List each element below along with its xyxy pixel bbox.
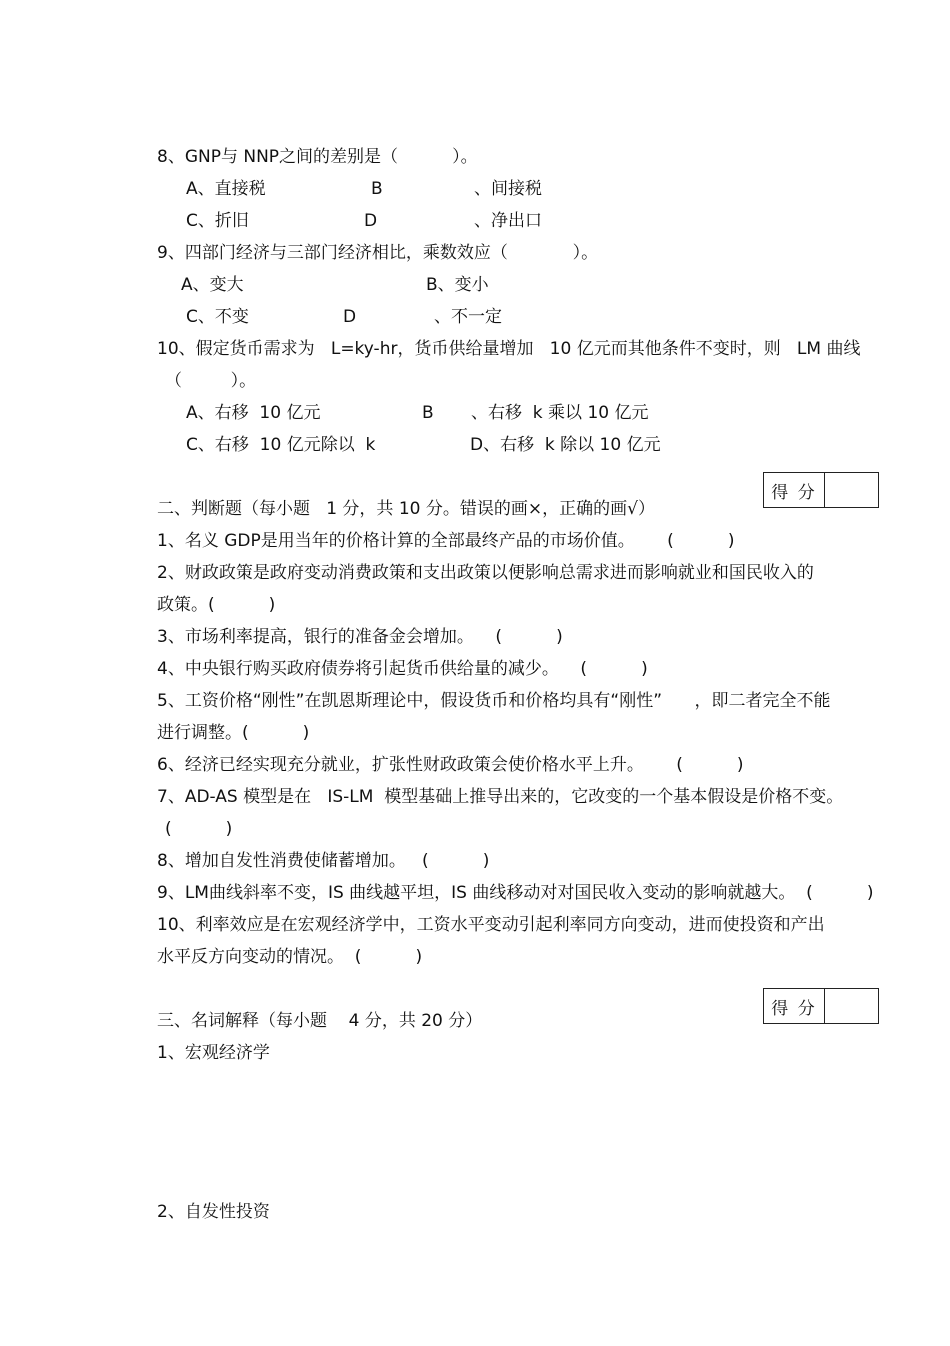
section3-score-box <box>763 988 879 1024</box>
judge-item: ( ) <box>165 819 233 839</box>
q8-stem: 8、GNP与 NNP之间的差别是（ ）。 <box>157 147 478 167</box>
q8-option-b: B <box>371 179 383 199</box>
judge-item: 6、经济已经实现充分就业，扩张性财政政策会使价格水平上升。 ( ) <box>157 755 744 775</box>
term-item: 2、自发性投资 <box>157 1202 270 1222</box>
section2-title: 二、判断题（每小题 1 分，共 10 分。错误的画×，正确的画√） <box>157 499 655 519</box>
judge-item: 进行调整。( ) <box>157 723 310 743</box>
term-item: 1、宏观经济学 <box>157 1043 270 1063</box>
judge-item: 5、工资价格“刚性”在凯恩斯理论中，假设货币和价格均具有“刚性” ，即二者完全不能 <box>157 691 831 711</box>
judge-item: 7、AD-AS 模型是在 IS-LM 模型基础上推导出来的，它改变的一个基本假设是价格不变。 <box>157 787 844 807</box>
q8-option-b-text: 、间接税 <box>474 179 542 199</box>
section2-score-box <box>763 472 879 508</box>
q9-option-c: C、不变 <box>186 307 249 327</box>
section3-score-label: 得 分 <box>764 989 825 1023</box>
q10-option-a: A、右移 10 亿元 <box>186 403 321 423</box>
section3-title: 三、名词解释（每小题 4 分，共 20 分） <box>157 1011 483 1031</box>
q10-stem-line2: （ ）。 <box>165 371 257 391</box>
judge-item: 8、增加自发性消费使储蓄增加。 ( ) <box>157 851 490 871</box>
q10-option-c: C、右移 10 亿元除以 k <box>186 435 376 455</box>
judge-item: 2、财政政策是政府变动消费政策和支出政策以便影响总需求进而影响就业和国民收入的 <box>157 563 814 583</box>
judge-item: 政策。( ) <box>157 595 276 615</box>
q10-stem-line1: 10、假定货币需求为 L=ky-hr，货币供给量增加 10 亿元而其他条件不变时，则 LM 曲线 <box>157 339 861 359</box>
q9-option-d: D <box>343 307 357 327</box>
q8-option-a: A、直接税 <box>186 179 266 199</box>
q9-option-b: B、变小 <box>426 275 489 295</box>
judge-item: 水平反方向变动的情况。 ( ) <box>157 947 423 967</box>
judge-item: 3、市场利率提高，银行的准备金会增加。 ( ) <box>157 627 563 647</box>
q10-option-d: D、右移 k 除以 10 亿元 <box>470 435 661 455</box>
judge-item: 1、名义 GDP是用当年的价格计算的全部最终产品的市场价值。 ( ) <box>157 531 735 551</box>
q9-option-d-text: 、不一定 <box>434 307 502 327</box>
q10-option-b: B <box>422 403 434 423</box>
section2-score-label: 得 分 <box>764 473 825 507</box>
section2-score-field[interactable] <box>825 473 878 507</box>
judge-item: 9、LM曲线斜率不变，IS 曲线越平坦，IS 曲线移动对对国民收入变动的影响就越大。 ( ) <box>157 883 874 903</box>
q8-option-c: C、折旧 <box>186 211 249 231</box>
q8-option-d-text: 、净出口 <box>474 211 542 231</box>
q9-option-a: A、变大 <box>181 275 244 295</box>
judge-item: 4、中央银行购买政府债券将引起货币供给量的减少。 ( ) <box>157 659 648 679</box>
q8-option-d: D <box>364 211 378 231</box>
q9-stem: 9、四部门经济与三部门经济相比，乘数效应（ ）。 <box>157 243 599 263</box>
section3-score-field[interactable] <box>825 989 878 1023</box>
q10-option-b-text: 、右移 k 乘以 10 亿元 <box>471 403 649 423</box>
judge-item: 10、利率效应是在宏观经济学中，工资水平变动引起利率同方向变动，进而使投资和产出 <box>157 915 825 935</box>
